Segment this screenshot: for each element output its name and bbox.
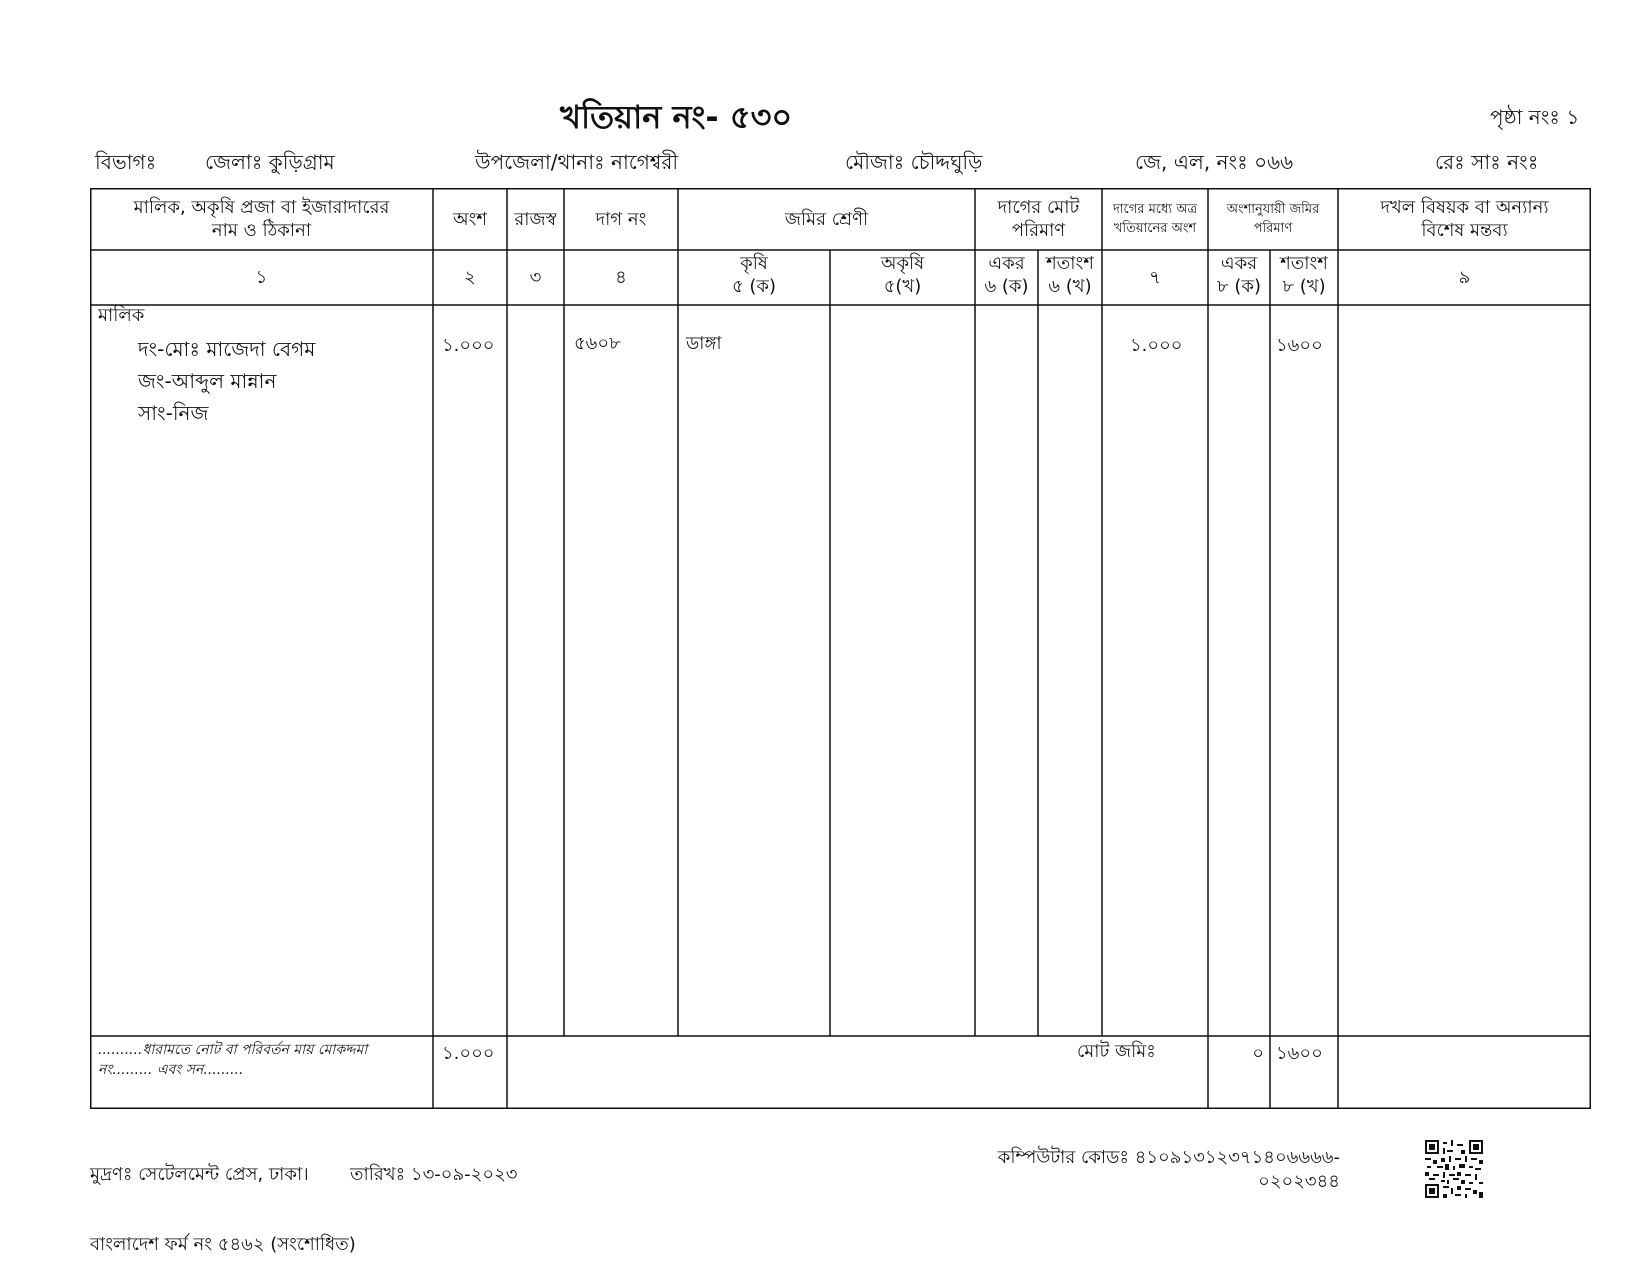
footer-share-total: ১.০০০ — [442, 1043, 495, 1064]
nonagri-subheader-line2: ৫(খ) — [883, 276, 922, 297]
acre8-subheader-line2: ৮ (ক) — [1216, 276, 1262, 297]
owner-header-line2: নাম ও ঠিকানা — [211, 220, 312, 241]
col-number-9: ৯ — [1458, 267, 1471, 288]
printer-info: মুদ্রণঃ সেটেলমেন্ট প্রেস, ঢাকা। — [90, 1164, 309, 1185]
total-acre: ০ — [1252, 1043, 1264, 1064]
agri-subheader-line1: কৃষি — [740, 253, 768, 274]
form-number: বাংলাদেশ ফর্ম নং ৫৪৬২ (সংশোধিত) — [90, 1234, 356, 1255]
shatangsha6-subheader-line2: ৬ (খ) — [1048, 276, 1092, 297]
owner-details — [138, 333, 315, 429]
col-number-3: ৩ — [529, 267, 542, 288]
amendment-note — [98, 1040, 367, 1080]
shatangsha6-subheader-line1: শতাংশ — [1046, 253, 1094, 274]
owner-husband: জং-আব্দুল মান্নান — [138, 369, 277, 393]
jl-number: জে, এল, নংঃ ০৬৬ — [1135, 150, 1294, 174]
row-dag-no: ৫৬০৮ — [574, 333, 621, 354]
dag-no-header: দাগ নং — [595, 209, 647, 230]
upazila-label: উপজেলা/থানাঃ নাগেশ্বরী — [475, 150, 679, 174]
qr-code-icon — [1425, 1140, 1483, 1198]
acre8-subheader-line1: একর — [1220, 253, 1258, 274]
row-agri-class: ডাঙ্গা — [686, 333, 722, 354]
col-number-7: ৭ — [1149, 267, 1161, 288]
total-area-header-line2: পরিমাণ — [1011, 220, 1066, 241]
remarks-header-line1: দখল বিষয়ক বা অন্যান্য — [1380, 197, 1549, 218]
shatangsha8-subheader — [1270, 252, 1338, 298]
acre6-subheader-line2: ৬ (ক) — [984, 276, 1029, 297]
col-number-4: ৪ — [615, 267, 627, 288]
division-label: বিভাগঃ — [95, 150, 157, 174]
share-land-header-line2: পরিমাণ — [1253, 221, 1293, 236]
remarks-header-line2: বিশেষ মন্তব্য — [1421, 220, 1508, 241]
owner-header-line1: মালিক, অকৃষি প্রজা বা ইজারাদারের — [133, 197, 390, 218]
col-number-1: ১ — [255, 267, 268, 288]
khatian-share-header — [1102, 200, 1208, 238]
row-share: ১.০০০ — [442, 335, 495, 356]
remarks-header — [1338, 196, 1591, 242]
col-number-2: ২ — [464, 267, 476, 288]
computer-code-line1: কম্পিউটার কোডঃ ৪১০৯১৩১২৩৭১৪০৬৬৬৬- — [997, 1147, 1340, 1168]
row-shatangsha: ১৬০০ — [1276, 335, 1323, 356]
shatangsha8-subheader-line2: ৮ (খ) — [1282, 276, 1326, 297]
owner-header — [90, 196, 433, 242]
computer-code — [990, 1146, 1340, 1194]
mouza-label: মৌজাঃ চৌদ্দঘুড়ি — [845, 150, 983, 174]
owner-label: মালিক — [98, 305, 145, 326]
nonagri-subheader — [830, 252, 975, 298]
khatian-share-header-line2: খতিয়ানের অংশ — [1113, 221, 1197, 236]
khatian-share-header-line1: দাগের মধ্যে অত্র — [1112, 202, 1198, 217]
total-shatangsha: ১৬০০ — [1276, 1043, 1323, 1064]
share-land-header-line1: অংশানুযায়ী জমির — [1226, 202, 1320, 217]
computer-code-line2: ০২০২৩৪৪ — [1258, 1171, 1340, 1192]
share-header: অংশ — [453, 209, 487, 230]
agri-subheader — [678, 252, 830, 298]
acre6-subheader — [975, 252, 1038, 298]
page-number: পৃষ্ঠা নংঃ ১ — [1490, 105, 1580, 129]
share-land-header — [1208, 200, 1338, 238]
khatian-table — [90, 188, 1591, 1109]
amendment-note-line1: ..........ধারামতে নোট বা পরিবর্তন মায় মোকদ্দমা — [98, 1042, 368, 1058]
land-class-header: জমির শ্রেণী — [784, 209, 869, 230]
total-area-header — [975, 196, 1102, 242]
shatangsha8-subheader-line1: শতাংশ — [1280, 253, 1328, 274]
amendment-note-line2: নং......... এবং সন......... — [98, 1062, 244, 1078]
nonagri-subheader-line1: অকৃষি — [880, 253, 925, 274]
print-date: তারিখঃ ১৩-০৯-২০২৩ — [350, 1164, 518, 1185]
row-khatian-share: ১.০০০ — [1130, 335, 1183, 356]
table-grid — [90, 188, 1591, 1109]
owner-address: সাং-নিজ — [138, 401, 209, 425]
district-label: জেলাঃ কুড়িগ্রাম — [205, 150, 335, 174]
acre8-subheader — [1208, 252, 1270, 298]
reg-number: রেঃ সাঃ নংঃ — [1435, 150, 1539, 174]
revenue-header: রাজস্ব — [514, 209, 557, 230]
total-land-label: মোট জমিঃ — [1077, 1041, 1156, 1062]
khatian-title: খতিয়ান নং- ৫৩০ — [560, 98, 793, 136]
agri-subheader-line2: ৫ (ক) — [731, 276, 777, 297]
total-area-header-line1: দাগের মোট — [997, 197, 1080, 218]
owner-name: দং-মোঃ মাজেদা বেগম — [138, 337, 316, 361]
shatangsha6-subheader — [1038, 252, 1102, 298]
acre6-subheader-line1: একর — [988, 253, 1025, 274]
